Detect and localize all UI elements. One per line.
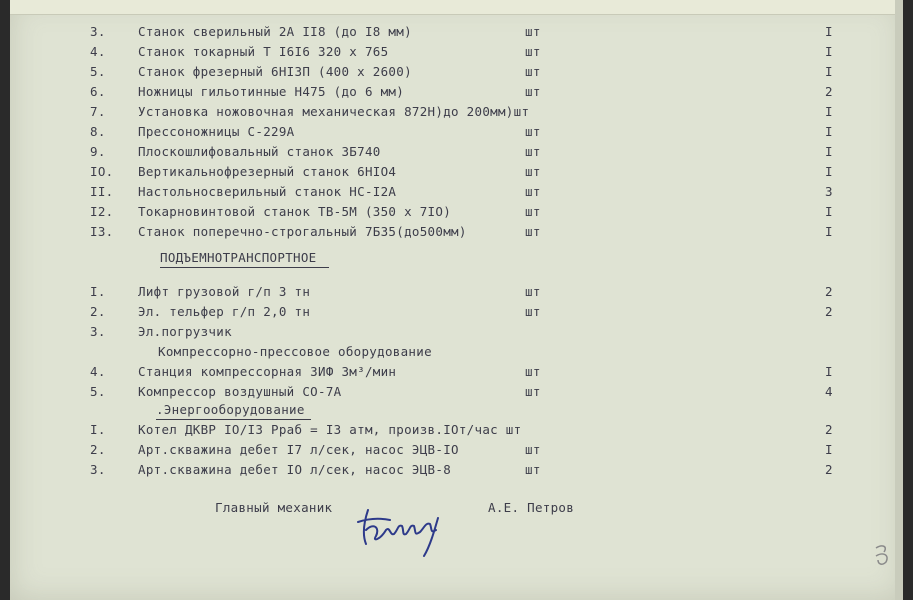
row-qty: 2 bbox=[825, 84, 833, 99]
row-name: Настольносверильный станок НС-I2А bbox=[138, 184, 397, 199]
row-unit: шт bbox=[525, 84, 541, 99]
document-page bbox=[10, 0, 903, 600]
row-number: IO. bbox=[90, 164, 114, 179]
row-qty: I bbox=[825, 44, 833, 59]
row-unit: шт bbox=[525, 364, 541, 379]
row-name: Эл. тельфер г/п 2,0 тн bbox=[138, 304, 311, 319]
row-number: 8. bbox=[90, 124, 106, 139]
row-number: 9. bbox=[90, 144, 106, 159]
row-unit: шт bbox=[525, 64, 541, 79]
row-qty: I bbox=[825, 64, 833, 79]
row-number: I2. bbox=[90, 204, 114, 219]
row-unit: шт bbox=[525, 304, 541, 319]
row-number: 5. bbox=[90, 64, 106, 79]
row-unit: шт bbox=[525, 124, 541, 139]
row-qty: 4 bbox=[825, 384, 833, 399]
signer-name: А.Е. Петров bbox=[488, 500, 575, 515]
row-number: 4. bbox=[90, 364, 106, 379]
row-unit: шт bbox=[525, 24, 541, 39]
row-name: Установка ножовочная механическая 872Н)до 200мм)шт bbox=[138, 104, 530, 119]
row-number: II. bbox=[90, 184, 114, 199]
row-qty: I bbox=[825, 364, 833, 379]
row-number: 3. bbox=[90, 462, 106, 477]
page-top-edge bbox=[10, 0, 903, 15]
row-number: 6. bbox=[90, 84, 106, 99]
row-name: Котел ДКВР IO/I3 Рраб = I3 атм, произв.IOт/час шт bbox=[138, 422, 522, 437]
row-unit: шт bbox=[525, 144, 541, 159]
row-number: 4. bbox=[90, 44, 106, 59]
pencil-page-mark bbox=[870, 540, 900, 570]
row-number: 2. bbox=[90, 304, 106, 319]
row-number: 7. bbox=[90, 104, 106, 119]
row-qty: 2 bbox=[825, 462, 833, 477]
signer-position: Главный механик bbox=[215, 500, 333, 515]
row-name: Станок сверильный 2А II8 (до I8 мм) bbox=[138, 24, 412, 39]
row-qty: I bbox=[825, 204, 833, 219]
row-qty: I bbox=[825, 24, 833, 39]
row-unit: шт bbox=[525, 224, 541, 239]
row-name: Станок фрезерный 6НI3П (400 х 2600) bbox=[138, 64, 412, 79]
section-title-lifting: ПОДЪЕМНОТРАНСПОРТНОЕ bbox=[160, 250, 329, 268]
row-qty: I bbox=[825, 164, 833, 179]
row-unit: шт bbox=[525, 462, 541, 477]
section-title-compressor: Компрессорно-прессовое оборудование bbox=[158, 344, 432, 359]
row-unit: шт bbox=[525, 164, 541, 179]
row-name: Эл.погрузчик bbox=[138, 324, 232, 339]
row-qty: 2 bbox=[825, 304, 833, 319]
row-name: Вертикальнофрезерный станок 6НIO4 bbox=[138, 164, 397, 179]
row-qty: I bbox=[825, 144, 833, 159]
row-name: Арт.скважина дебет I7 л/сек, насос ЭЦВ-IO bbox=[138, 442, 459, 457]
row-unit: шт bbox=[525, 44, 541, 59]
row-number: I. bbox=[90, 422, 106, 437]
row-unit: шт bbox=[525, 184, 541, 199]
row-qty: 2 bbox=[825, 422, 833, 437]
handwritten-signature bbox=[350, 500, 450, 560]
row-name: Токарновинтовой станок ТВ-5М (350 х 7IO) bbox=[138, 204, 452, 219]
page-right-edge bbox=[895, 0, 903, 600]
row-name: Станция компрессорная ЗИФ 3м³/мин bbox=[138, 364, 397, 379]
row-unit: шт bbox=[525, 442, 541, 457]
row-qty: I bbox=[825, 224, 833, 239]
row-number: I3. bbox=[90, 224, 114, 239]
row-number: I. bbox=[90, 284, 106, 299]
section-title-energy: .Энергооборудование bbox=[156, 402, 311, 420]
row-name: Компрессор воздушный СО-7А bbox=[138, 384, 342, 399]
row-qty: I bbox=[825, 104, 833, 119]
row-name: Станок поперечно-строгальный 7Б35(до500мм) bbox=[138, 224, 467, 239]
row-number: 3. bbox=[90, 324, 106, 339]
row-name: Арт.скважина дебет IO л/сек, насос ЭЦВ-8 bbox=[138, 462, 452, 477]
row-name: Плоскошлифовальный станок 3Б740 bbox=[138, 144, 381, 159]
row-number: 5. bbox=[90, 384, 106, 399]
row-number: 3. bbox=[90, 24, 106, 39]
row-unit: шт bbox=[525, 384, 541, 399]
row-name: Прессоножницы С-229А bbox=[138, 124, 295, 139]
row-qty: I bbox=[825, 442, 833, 457]
row-number: 2. bbox=[90, 442, 106, 457]
row-name: Ножницы гильотинные Н475 (до 6 мм) bbox=[138, 84, 405, 99]
row-unit: шт bbox=[525, 284, 541, 299]
row-unit: шт bbox=[525, 204, 541, 219]
row-qty: 3 bbox=[825, 184, 833, 199]
row-name: Лифт грузовой г/п 3 тн bbox=[138, 284, 311, 299]
row-qty: 2 bbox=[825, 284, 833, 299]
row-name: Станок токарный Т I6I6 320 х 765 bbox=[138, 44, 389, 59]
row-qty: I bbox=[825, 124, 833, 139]
